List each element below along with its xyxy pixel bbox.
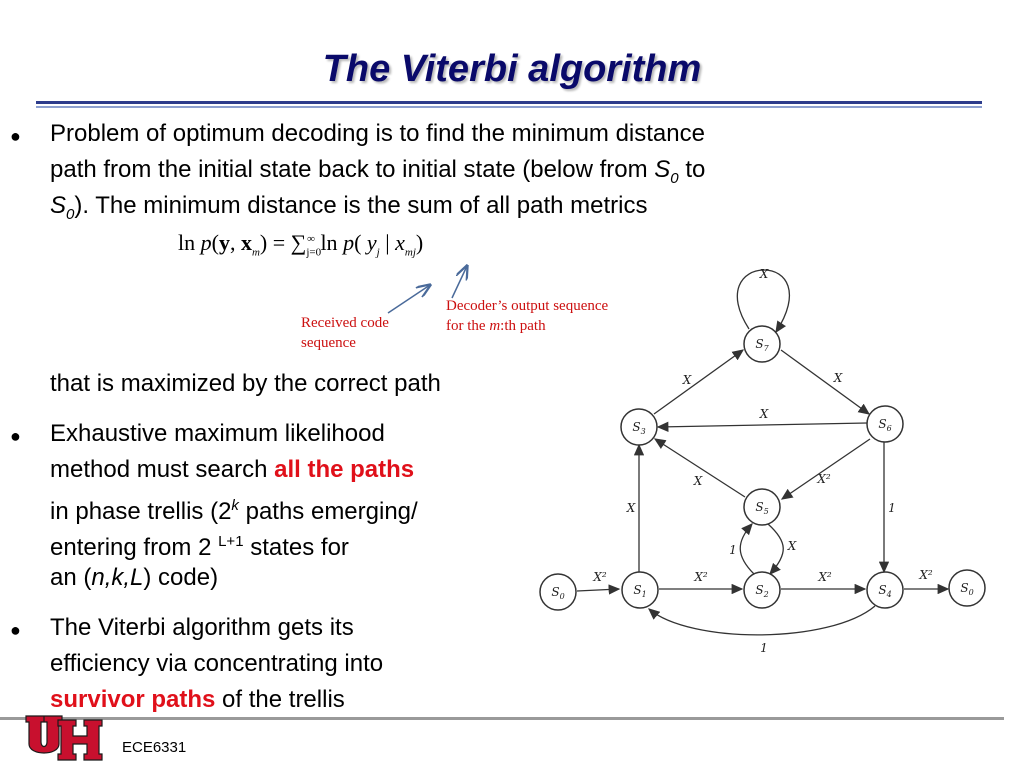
bullet-dot: ● bbox=[10, 620, 21, 640]
edge-label: X² bbox=[818, 570, 832, 584]
bullet2-line3: in phase trellis (2$^k$ paths emerging/ bbox=[50, 497, 418, 525]
edge-s6-s5 bbox=[782, 439, 870, 499]
edge-s5-s2 bbox=[768, 524, 783, 574]
decoder-arrow bbox=[452, 266, 467, 298]
edge-label: 1 bbox=[760, 641, 768, 655]
bullet2-line2: method must search all the paths bbox=[50, 456, 415, 483]
bullet3-line2: efficiency via concentrating into bbox=[50, 650, 384, 677]
bullet3-line3: survivor paths of the trellis bbox=[50, 686, 345, 713]
edge-s6-s3 bbox=[658, 423, 867, 427]
edge-label: X bbox=[693, 474, 703, 488]
edge-s3-s7 bbox=[654, 350, 743, 414]
edge-label: X bbox=[833, 371, 843, 385]
edge-s5-s3 bbox=[655, 439, 745, 497]
edge-s2-s5 bbox=[740, 524, 754, 574]
footer-rule bbox=[0, 717, 1004, 720]
received-sequence-note: Received code sequence bbox=[301, 315, 389, 351]
state-label: $S_5$ bbox=[755, 500, 769, 516]
bullet1-line1: Problem of optimum decoding is to find the minimum distance bbox=[50, 120, 705, 147]
state-label: $S_3$ bbox=[632, 420, 646, 436]
edge-label: X² bbox=[593, 570, 607, 584]
edge-label: X bbox=[759, 407, 769, 421]
slide-title: The Viterbi algorithm bbox=[322, 48, 702, 90]
bullet1-continuation: that is maximized by the correct path bbox=[50, 370, 441, 397]
received-arrow bbox=[388, 285, 430, 313]
decoder-output-note: Decoder’s output sequence for the m:th path bbox=[446, 298, 609, 334]
edge-label: 1 bbox=[888, 501, 896, 515]
state-label: $S_6$ bbox=[878, 417, 892, 433]
edge-label: X² bbox=[919, 568, 933, 582]
bullet-dot: ● bbox=[10, 126, 21, 146]
path-metric-equation: ln p(y, $x_m) = \sum_{j=0}^\infty$ ln p( $y_j$ | $x_{mj}$) bbox=[178, 230, 424, 259]
edge-s4-s1 bbox=[649, 606, 875, 635]
footer-course: ECE6331 bbox=[122, 739, 187, 756]
bullet2-line4: entering from 2 $^{L+1}$ states for bbox=[50, 533, 349, 561]
edge-s0-s1 bbox=[577, 589, 619, 591]
bullet-dot: ● bbox=[10, 426, 21, 446]
edge-label: X² bbox=[817, 472, 831, 486]
bullet3-line1: The Viterbi algorithm gets its bbox=[50, 614, 354, 641]
edge-label: X bbox=[787, 539, 797, 553]
state-label: $S_4$ bbox=[878, 583, 892, 599]
state-label: $S_0$ bbox=[551, 585, 565, 601]
state-label: $S_1$ bbox=[633, 583, 647, 599]
edge-label: X bbox=[759, 267, 769, 281]
state-diagram bbox=[530, 262, 1010, 662]
state-label: $S_0$ bbox=[960, 581, 974, 597]
uh-logo-icon bbox=[24, 712, 104, 764]
edge-label: 1 bbox=[729, 543, 737, 557]
edge-label: X² bbox=[694, 570, 708, 584]
state-label: $S_7$ bbox=[755, 337, 769, 353]
edge-s7-s6 bbox=[781, 350, 869, 414]
bullet1-line3: $S_0$). The minimum distance is the sum of all path metrics bbox=[50, 192, 648, 223]
bullet2-line5: an (n,k,L) code) bbox=[50, 564, 219, 591]
edge-label: X bbox=[682, 373, 692, 387]
edge-label: X bbox=[626, 501, 636, 515]
state-label: $S_2$ bbox=[755, 583, 769, 599]
bullet1-line2: path from the initial state back to initial state (below from $S_0$ to bbox=[50, 156, 706, 187]
bullet2-line1: Exhaustive maximum likelihood bbox=[50, 420, 385, 447]
